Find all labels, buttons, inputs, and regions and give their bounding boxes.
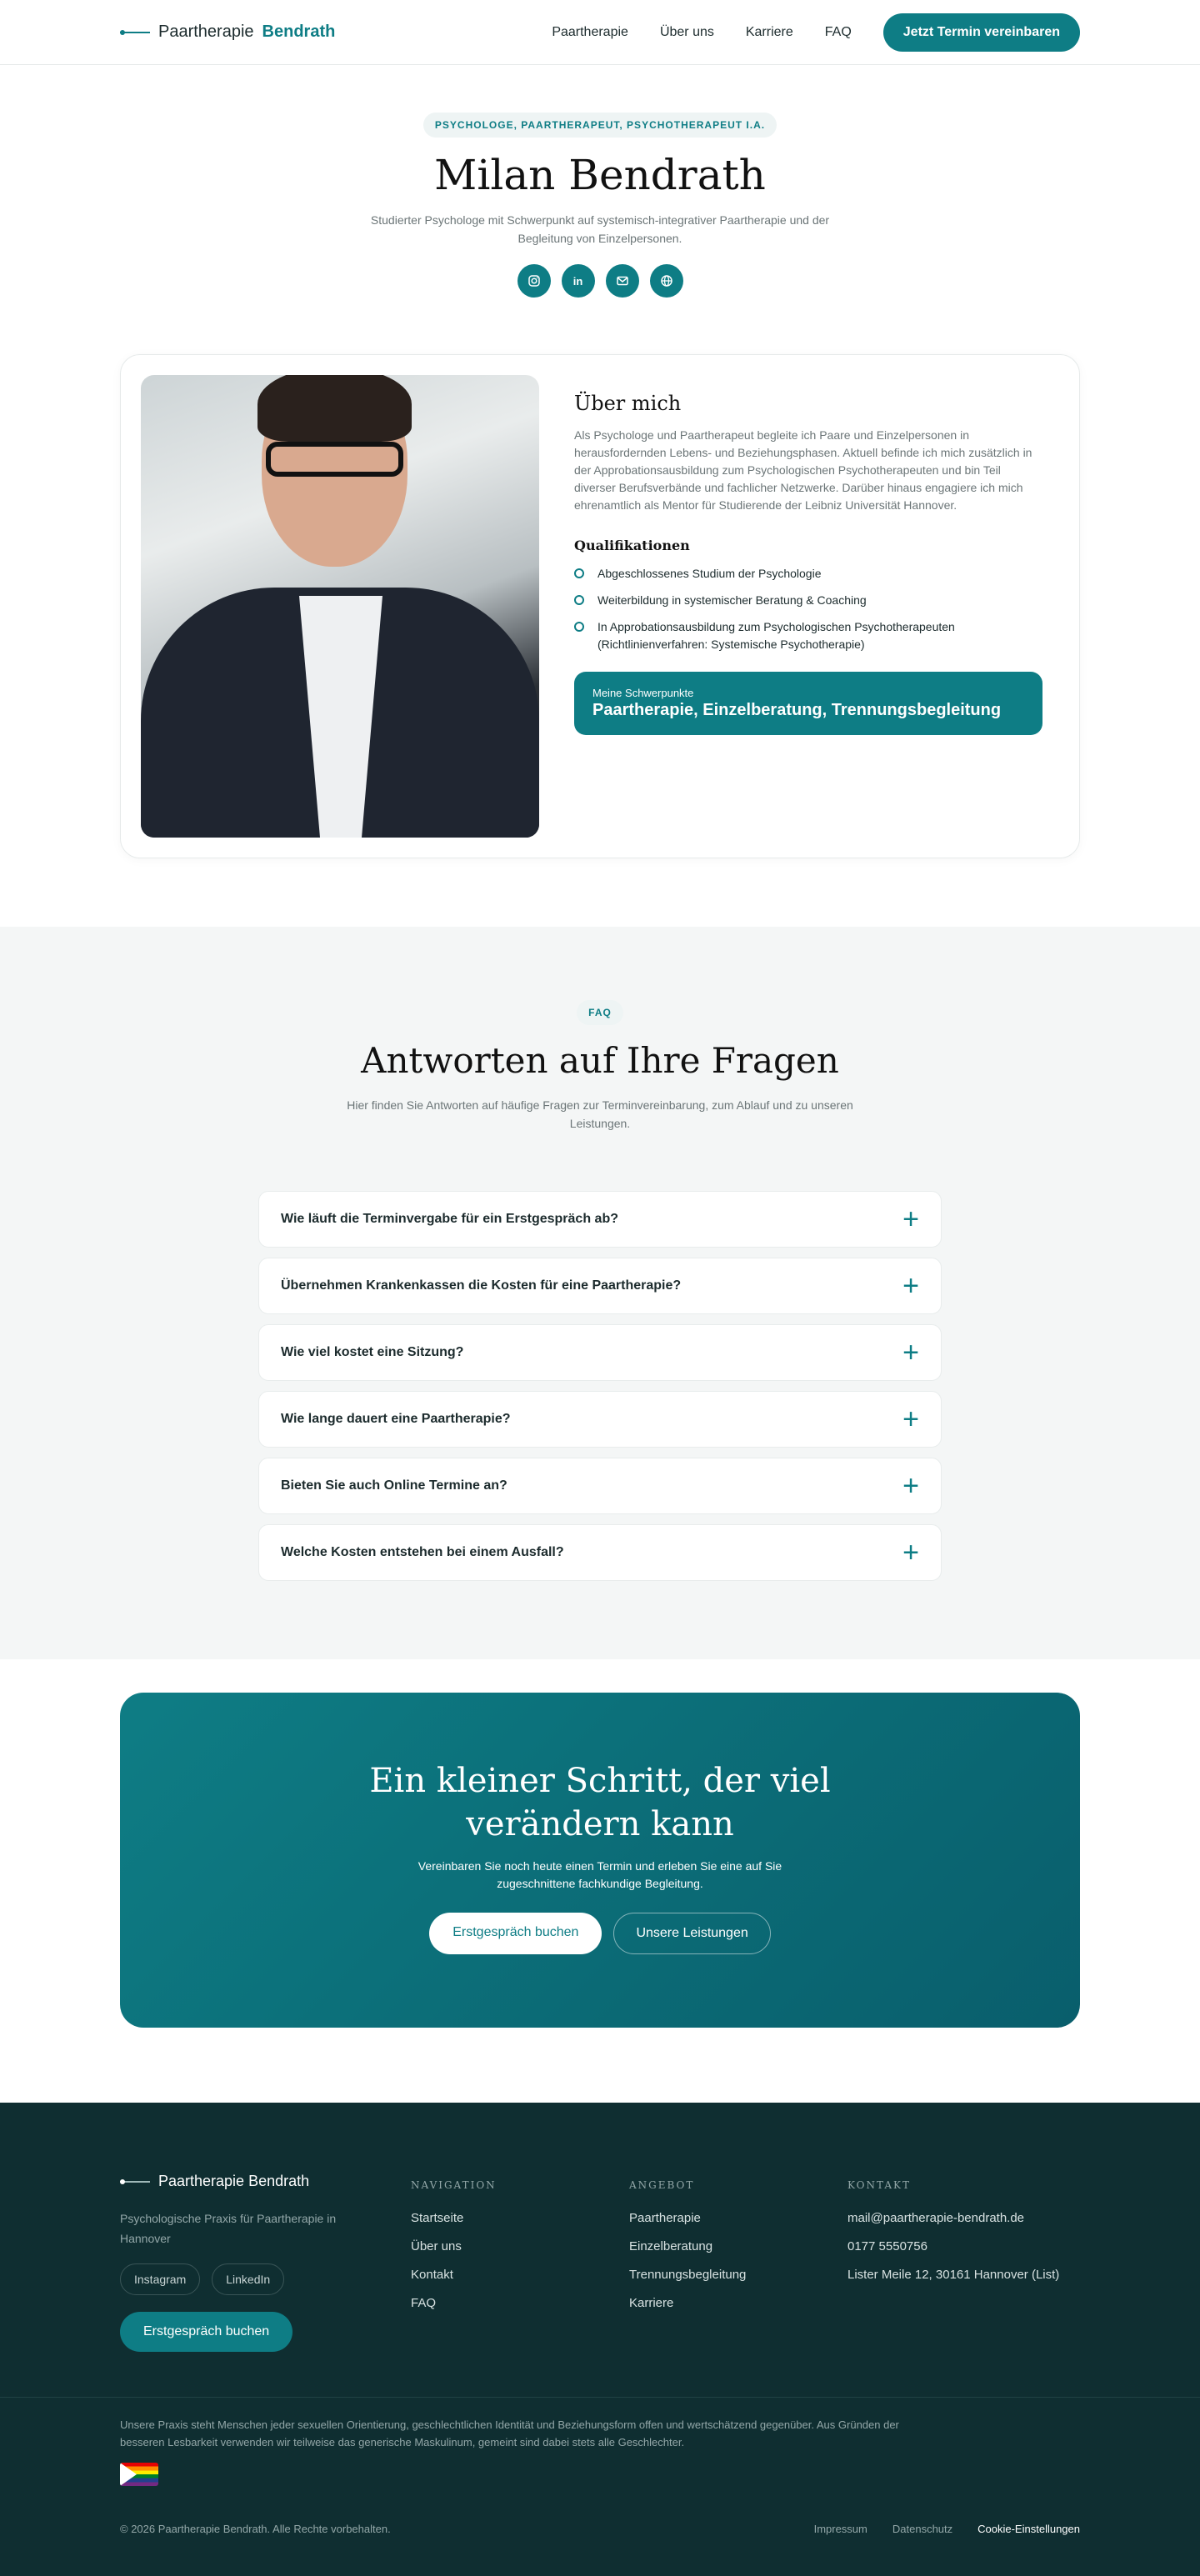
profile-name: Milan Bendrath — [434, 151, 766, 199]
header-cta-button[interactable]: Jetzt Termin vereinbaren — [883, 13, 1080, 52]
faq-subtitle: Hier finden Sie Antworten auf häufige Fragen zur Terminvereinbarung, zum Ablauf und zu unseren Leistungen. — [347, 1098, 853, 1130]
footer-contact-title: KONTAKT — [848, 2179, 911, 2191]
progress-pride-flag-icon — [120, 2463, 158, 2486]
profile-photo — [141, 375, 539, 838]
faq-item[interactable]: Welche Kosten entstehen bei einem Ausfall? + — [258, 1524, 942, 1581]
footer-link[interactable]: Kontakt — [411, 2268, 453, 2282]
profile-socials — [0, 264, 1200, 298]
plus-icon[interactable]: + — [902, 1470, 919, 1502]
footer-linkedin-link[interactable]: LinkedIn — [212, 2263, 284, 2295]
footer-socials — [120, 2263, 411, 2295]
focus-value: Paartherapie, Einzelberatung, Trennungsbegleitung — [592, 701, 1002, 719]
profile-subtitle: Studierter Psychologe mit Schwerpunkt auf systemisch-integrativer Paartherapie und der Begleitung von Einzelpersonen. — [370, 213, 830, 245]
globe-icon[interactable] — [650, 264, 683, 298]
footer-instagram-link[interactable]: Instagram — [120, 2263, 200, 2295]
qualifications-title: Qualifikationen — [574, 538, 690, 553]
cta-buttons — [120, 1913, 1080, 1954]
bullet-icon — [574, 568, 584, 578]
cookie-settings-link[interactable]: Cookie-Einstellungen — [978, 2523, 1080, 2535]
logo-accent: Bendrath — [262, 23, 336, 41]
footer-address: Lister Meile 12, 30161 Hannover (List) — [848, 2268, 1060, 2282]
list-item: In Approbationsausbildung zum Psychologischen Psychotherapeuten (Richtlinienverfahren: Systemische Psychotherapie) — [574, 618, 1042, 653]
nav-item-paartherapie[interactable]: Paartherapie — [552, 24, 628, 39]
instagram-icon[interactable] — [518, 264, 551, 298]
faq-title: Antworten auf Ihre Fragen — [361, 1040, 839, 1081]
about-content — [574, 375, 1059, 838]
footer-link[interactable]: Einzelberatung — [629, 2239, 713, 2253]
profile-hero — [0, 65, 1200, 298]
qualifications-list — [574, 565, 1042, 653]
cta-title: Ein kleiner Schritt, der viel verändern kann — [369, 1762, 831, 1843]
logo[interactable] — [120, 23, 335, 42]
impressum-link[interactable]: Impressum — [813, 2523, 868, 2535]
focus-box — [574, 672, 1042, 735]
footer-phone-link[interactable]: 0177 5550756 — [848, 2239, 928, 2253]
logo-mark-icon — [120, 2181, 150, 2183]
footer-link[interactable]: Trennungsbegleitung — [629, 2268, 747, 2282]
bullet-icon — [574, 622, 584, 632]
plus-icon[interactable]: + — [902, 1337, 919, 1368]
site-header — [0, 0, 1200, 65]
nav-item-faq[interactable]: FAQ — [824, 24, 852, 39]
profile-badge: PSYCHOLOGE, PAARTHERAPEUT, PSYCHOTHERAPEUT I.A. — [423, 113, 777, 138]
about-card — [120, 354, 1080, 858]
focus-label: Meine Schwerpunkte — [592, 687, 694, 699]
copyright: © 2026 Paartherapie Bendrath. Alle Rechte vorbehalten. — [120, 2523, 391, 2535]
book-consultation-button[interactable]: Erstgespräch buchen — [429, 1913, 602, 1954]
faq-badge: FAQ — [577, 1000, 623, 1025]
faq-section — [0, 927, 1200, 1659]
list-item: Abgeschlossenes Studium der Psychologie — [574, 565, 1042, 583]
footer-brand — [120, 2173, 411, 2352]
footer-offer — [629, 2173, 848, 2352]
footer-divider — [0, 2397, 1200, 2398]
footer-logo[interactable]: Paartherapie Bendrath — [120, 2173, 411, 2190]
footer-nav-title: NAVIGATION — [411, 2179, 497, 2191]
cta-banner — [120, 1693, 1080, 2028]
plus-icon[interactable]: + — [902, 1537, 919, 1568]
footer-link[interactable]: Paartherapie — [629, 2211, 701, 2225]
logo-mark-icon — [120, 32, 150, 33]
plus-icon[interactable]: + — [902, 1203, 919, 1235]
site-footer — [0, 2103, 1200, 2576]
footer-navigation — [411, 2173, 629, 2352]
footer-cta-button[interactable]: Erstgespräch buchen — [120, 2312, 292, 2352]
footer-columns — [120, 2173, 1080, 2352]
footer-offer-title: ANGEBOT — [629, 2179, 695, 2191]
nav-item-ueber-uns[interactable]: Über uns — [659, 24, 714, 39]
cta-text: Vereinbaren Sie noch heute einen Termin und erleben Sie eine auf Sie zugeschnittene fachkundige Begleitung. — [418, 1859, 782, 1890]
about-title: Über mich — [574, 392, 682, 415]
footer-link[interactable]: FAQ — [411, 2296, 437, 2310]
footer-link[interactable]: Karriere — [629, 2296, 674, 2310]
footer-inclusion-note: Unsere Praxis steht Menschen jeder sexuellen Orientierung, geschlechtlichen Identität und Beziehungsform offen und wertschätzend gegenüber. Aus Gründen der besseren Lesbarkeit verwenden wir teilweise das generische Maskulinum, gemeint sind dabei stets alle Geschlechter. — [120, 2418, 899, 2448]
mail-icon[interactable] — [606, 264, 639, 298]
linkedin-icon[interactable]: in — [562, 264, 595, 298]
datenschutz-link[interactable]: Datenschutz — [892, 2523, 953, 2535]
logo-text: Paartherapie — [158, 23, 254, 41]
footer-contact — [848, 2173, 1066, 2352]
faq-item[interactable]: Wie läuft die Terminvergabe für ein Erstgespräch ab? + — [258, 1191, 942, 1248]
bullet-icon — [574, 595, 584, 605]
faq-item[interactable]: Übernehmen Krankenkassen die Kosten für eine Paartherapie? + — [258, 1258, 942, 1314]
services-button[interactable]: Unsere Leistungen — [613, 1913, 770, 1954]
plus-icon[interactable]: + — [902, 1403, 919, 1435]
footer-link[interactable]: Startseite — [411, 2211, 464, 2225]
faq-item[interactable]: Bieten Sie auch Online Termine an? + — [258, 1458, 942, 1514]
faq-list — [258, 1191, 942, 1581]
plus-icon[interactable]: + — [902, 1270, 919, 1302]
footer-email-link[interactable]: mail@paartherapie-bendrath.de — [848, 2211, 1025, 2225]
faq-item[interactable]: Wie lange dauert eine Paartherapie? + — [258, 1391, 942, 1448]
footer-description: Psychologische Praxis für Paartherapie in Hannover — [120, 2212, 337, 2245]
nav-item-karriere[interactable]: Karriere — [745, 24, 793, 39]
legal-links — [814, 2523, 1080, 2535]
footer-bottom — [120, 2523, 1080, 2535]
faq-item[interactable]: Wie viel kostet eine Sitzung? + — [258, 1324, 942, 1381]
list-item: Weiterbildung in systemischer Beratung & Coaching — [574, 592, 1042, 609]
main-nav — [552, 13, 1080, 52]
about-text: Als Psychologe und Paartherapeut begleite ich Paare und Einzelpersonen in herausfordernden Lebens- und Beziehungsphasen. Aktuell befinde ich mich zusätzlich in der Approbationsausbildung zum Psychologischen Psychotherapeuten und bin Teil diverser Berufsverbände und fachlicher Netzwerke. Darüber hinaus engagiere ich mich ehrenamtlich als Mentor für Studierende der Leibniz Universität Hannover. — [574, 428, 1032, 512]
footer-link[interactable]: Über uns — [411, 2239, 462, 2253]
